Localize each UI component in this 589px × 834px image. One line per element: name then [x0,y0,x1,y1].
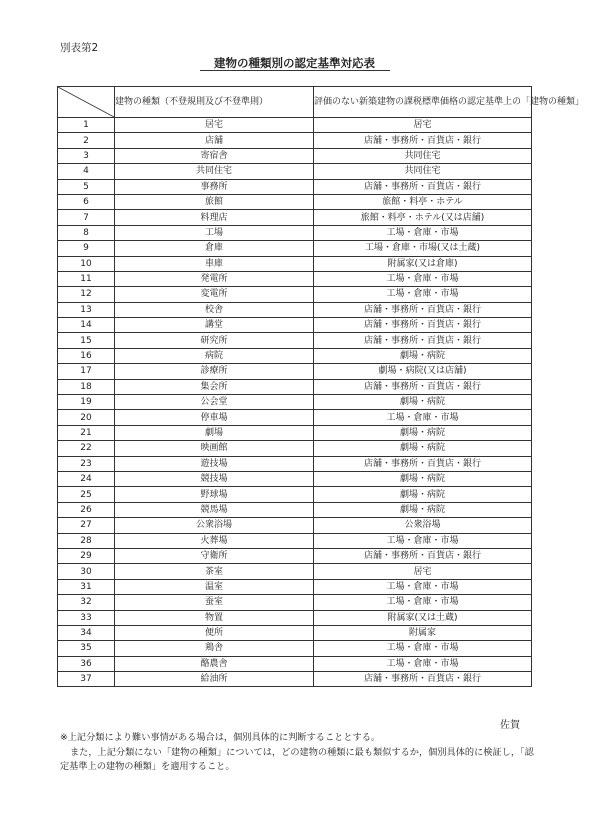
eval-type-cell: 店舗・事務所・百貨店・銀行 [314,133,532,148]
row-number: 5 [58,179,115,194]
building-type-cell: 店舗 [115,133,314,148]
row-number: 16 [58,348,115,363]
header-building-type: 建物の種類（不登規則及び不登準則） [115,87,314,118]
table-row [58,287,532,302]
eval-type-cell: 劇場・病院 [314,502,532,517]
building-type-cell: 公衆浴場 [115,518,314,533]
eval-type-cell: 店舗・事務所・百貨店・銀行 [314,333,532,348]
table-row [58,256,532,271]
building-type-cell: 料理店 [115,210,314,225]
building-type-cell: 停車場 [115,410,314,425]
table-row [58,364,532,379]
table-row [58,194,532,209]
eval-type-cell: 附属家 [314,625,532,640]
row-number: 28 [58,533,115,548]
row-number: 34 [58,625,115,640]
table-row [58,302,532,317]
eval-type-cell: 旅館・料亭・ホテル(又は店舗) [314,210,532,225]
row-number: 15 [58,333,115,348]
table-row [58,518,532,533]
eval-type-cell: 共同住宅 [314,164,532,179]
row-number: 11 [58,271,115,286]
eval-type-cell: 店舗・事務所・百貨店・銀行 [314,548,532,563]
building-type-cell: 診療所 [115,364,314,379]
building-type-cell: 競馬場 [115,502,314,517]
eval-type-cell: 公衆浴場 [314,518,532,533]
diagonal-line [58,87,114,117]
table-row [58,471,532,486]
eval-type-cell: 附属家(又は土蔵) [314,610,532,625]
building-type-cell: 集会所 [115,379,314,394]
table-row [58,564,532,579]
row-number: 26 [58,502,115,517]
table-row [58,318,532,333]
building-type-cell: 火葬場 [115,533,314,548]
eval-type-cell: 工場・倉庫・市場 [314,225,532,240]
header-diagonal-cell [58,87,115,118]
table-row [58,610,532,625]
building-type-cell: 変電所 [115,287,314,302]
eval-type-cell: 店舗・事務所・百貨店・銀行 [314,179,532,194]
row-number: 31 [58,579,115,594]
eval-type-cell: 工場・倉庫・市場 [314,287,532,302]
row-number: 21 [58,425,115,440]
row-number: 13 [58,302,115,317]
row-number: 1 [58,118,115,133]
correspondence-table [57,86,585,687]
row-number: 23 [58,456,115,471]
document-title: 建物の種類別の認定基準対応表 [214,56,375,70]
row-number: 6 [58,194,115,209]
table-row [58,625,532,640]
eval-type-cell: 工場・倉庫・市場 [314,641,532,656]
table-row [58,441,532,456]
row-number: 22 [58,441,115,456]
row-number: 20 [58,410,115,425]
row-number: 24 [58,471,115,486]
eval-type-cell: 工場・倉庫・市場 [314,595,532,610]
building-type-cell: 倉庫 [115,241,314,256]
building-type-cell: 寄宿舎 [115,148,314,163]
row-number: 35 [58,641,115,656]
building-type-cell: 事務所 [115,179,314,194]
building-type-cell: 温室 [115,579,314,594]
row-number: 29 [58,548,115,563]
prefecture-name: 佐賀 [500,720,520,731]
table-row [58,333,532,348]
eval-type-cell: 店舗・事務所・百貨店・銀行 [314,379,532,394]
row-number: 37 [58,672,115,687]
row-number: 2 [58,133,115,148]
row-number: 10 [58,256,115,271]
building-type-cell: 車庫 [115,256,314,271]
row-number: 27 [58,518,115,533]
table-row [58,225,532,240]
title-underline [200,70,390,71]
building-type-cell: 酪農舎 [115,656,314,671]
row-number: 30 [58,564,115,579]
building-type-cell: 鶏舎 [115,641,314,656]
table-row [58,133,532,148]
notes [60,731,540,775]
row-number: 17 [58,364,115,379]
table-row [58,379,532,394]
eval-type-cell: 附属家(又は倉庫) [314,256,532,271]
eval-type-cell: 工場・倉庫・市場(又は土蔵) [314,241,532,256]
building-type-cell: 給油所 [115,672,314,687]
eval-type-cell: 店舗・事務所・百貨店・銀行 [314,456,532,471]
eval-type-cell: 劇場・病院 [314,395,532,410]
eval-type-cell: 工場・倉庫・市場 [314,533,532,548]
table-header-row [58,87,532,118]
eval-type-cell: 店舗・事務所・百貨店・銀行 [314,318,532,333]
eval-type-cell: 旅館・料亭・ホテル [314,194,532,209]
row-number: 33 [58,610,115,625]
building-type-cell: 野球場 [115,487,314,502]
building-type-cell: 居宅 [115,118,314,133]
row-number: 12 [58,287,115,302]
building-type-cell: 旅館 [115,194,314,209]
building-type-cell: 便所 [115,625,314,640]
eval-type-cell: 劇場・病院 [314,471,532,486]
table-row [58,595,532,610]
table-row [58,548,532,563]
row-number: 19 [58,395,115,410]
eval-type-cell: 劇場・病院 [314,441,532,456]
building-type-cell: 共同住宅 [115,164,314,179]
note-2: また，上記分類にない「建物の種類」については，どの建物の種類に最も類似するか，個別具体的に検証し，「認定基準上の建物の種類」を適用すること。 [60,746,534,772]
table-row [58,425,532,440]
row-number: 7 [58,210,115,225]
table-row [58,533,532,548]
building-type-cell: 公会堂 [115,395,314,410]
table-row [58,410,532,425]
table-row [58,179,532,194]
table-row [58,164,532,179]
building-type-cell: 工場 [115,225,314,240]
row-number: 32 [58,595,115,610]
eval-type-cell: 工場・倉庫・市場 [314,579,532,594]
eval-type-cell: 劇場・病院 [314,425,532,440]
table-row [58,579,532,594]
eval-type-cell: 居宅 [314,564,532,579]
header-eval-type: 評価のない新築建物の課税標準価格の認定基準上の「建物の種類」 [314,87,532,118]
building-type-cell: 蚕室 [115,595,314,610]
building-type-cell: 発電所 [115,271,314,286]
building-type-cell: 映画館 [115,441,314,456]
building-type-cell: 守衛所 [115,548,314,563]
building-type-cell: 病院 [115,348,314,363]
table-row [58,148,532,163]
row-number: 4 [58,164,115,179]
row-number: 25 [58,487,115,502]
note-1: ※上記分類により難い事情がある場合は，個別具体的に判断することとする。 [60,732,381,743]
eval-type-cell: 工場・倉庫・市場 [314,271,532,286]
eval-type-cell: 共同住宅 [314,148,532,163]
eval-type-cell: 劇場・病院 [314,348,532,363]
table-row [58,241,532,256]
building-type-cell: 茶室 [115,564,314,579]
table-row [58,118,532,133]
table-row [58,271,532,286]
row-number: 18 [58,379,115,394]
building-type-cell: 劇場 [115,425,314,440]
table-row [58,395,532,410]
building-type-cell: 競技場 [115,471,314,486]
row-number: 9 [58,241,115,256]
table-row [58,348,532,363]
eval-type-cell: 工場・倉庫・市場 [314,656,532,671]
eval-type-cell: 劇場・病院 [314,487,532,502]
table-row [58,672,532,687]
row-number: 36 [58,656,115,671]
building-type-cell: 物置 [115,610,314,625]
building-type-cell: 校舎 [115,302,314,317]
building-type-cell: 講堂 [115,318,314,333]
eval-type-cell: 店舗・事務所・百貨店・銀行 [314,672,532,687]
building-type-cell: 研究所 [115,333,314,348]
table-row [58,487,532,502]
building-type-cell: 遊技場 [115,456,314,471]
eval-type-cell: 居宅 [314,118,532,133]
eval-type-cell: 工場・倉庫・市場 [314,410,532,425]
document-label: 別表第2 [60,42,99,54]
table-row [58,502,532,517]
table-body [58,118,532,687]
eval-type-cell: 劇場・病院(又は店舗) [314,364,532,379]
row-number: 3 [58,148,115,163]
row-number: 8 [58,225,115,240]
row-number: 14 [58,318,115,333]
table-row [58,641,532,656]
eval-type-cell: 店舗・事務所・百貨店・銀行 [314,302,532,317]
table-row [58,656,532,671]
table-row [58,456,532,471]
table-row [58,210,532,225]
